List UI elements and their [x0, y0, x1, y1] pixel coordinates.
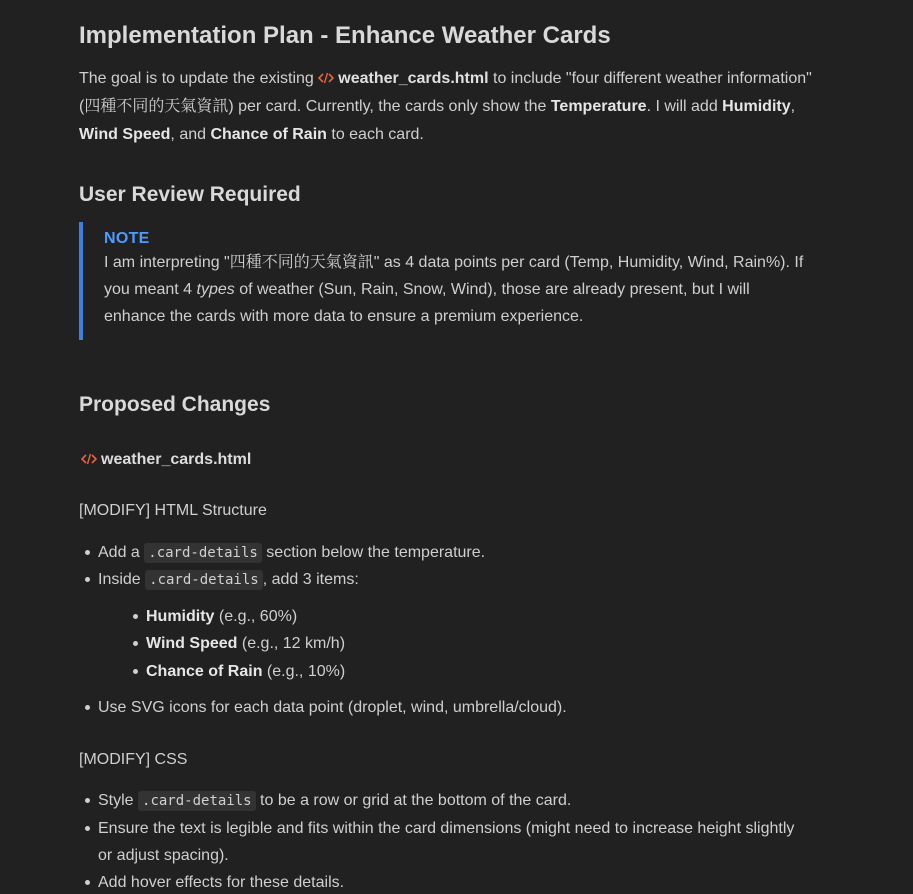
proposed-changes-heading: Proposed Changes [79, 393, 271, 416]
list-item: Style .card-details to be a row or grid at the bottom of the card. [98, 787, 571, 815]
code-file-icon [81, 453, 97, 465]
css-heading: [MODIFY] CSS [79, 751, 188, 768]
note-callout [79, 222, 819, 340]
list-item: Ensure the text is legible and fits within the card dimensions (might need to increase height slightly or adjust spacing). [98, 815, 808, 869]
file-link-heading[interactable]: weather_cards.html [81, 451, 251, 469]
html-structure-heading: [MODIFY] HTML Structure [79, 502, 267, 519]
list-item: Wind Speed (e.g., 12 km/h) [146, 630, 345, 657]
note-body: I am interpreting "四種不同的天氣資訊" as 4 data points per card (Temp, Humidity, Wind, Rain%). If you meant 4 types of weather (Sun, Rain, Snow, Wind), those are already present, but I will enhance the cards with more data to ensure a premium experience. [104, 254, 804, 325]
intro-paragraph: The goal is to update the existing weather_cards.html to include "four different weather information" (四種不同的天氣資訊) per card. Currently, the cards only show the Temperature. I will add Humidity, Wind Speed, and Chance of Rain to each card. [79, 70, 812, 143]
list-item: Use SVG icons for each data point (droplet, wind, umbrella/cloud). [98, 694, 567, 721]
note-title: NOTE [104, 230, 150, 247]
list-item: Add a .card-details section below the temperature. [98, 539, 485, 567]
list-item: Humidity (e.g., 60%) [146, 603, 297, 630]
code-file-icon [318, 72, 334, 84]
user-review-heading: User Review Required [79, 183, 301, 206]
list-item: Add hover effects for these details. [98, 869, 344, 894]
file-link-weather-cards[interactable]: weather_cards.html [318, 70, 488, 87]
page-title: Implementation Plan - Enhance Weather Cards [79, 22, 611, 49]
list-item: Chance of Rain (e.g., 10%) [146, 658, 345, 685]
list-item: Inside .card-details , add 3 items: [98, 566, 359, 594]
